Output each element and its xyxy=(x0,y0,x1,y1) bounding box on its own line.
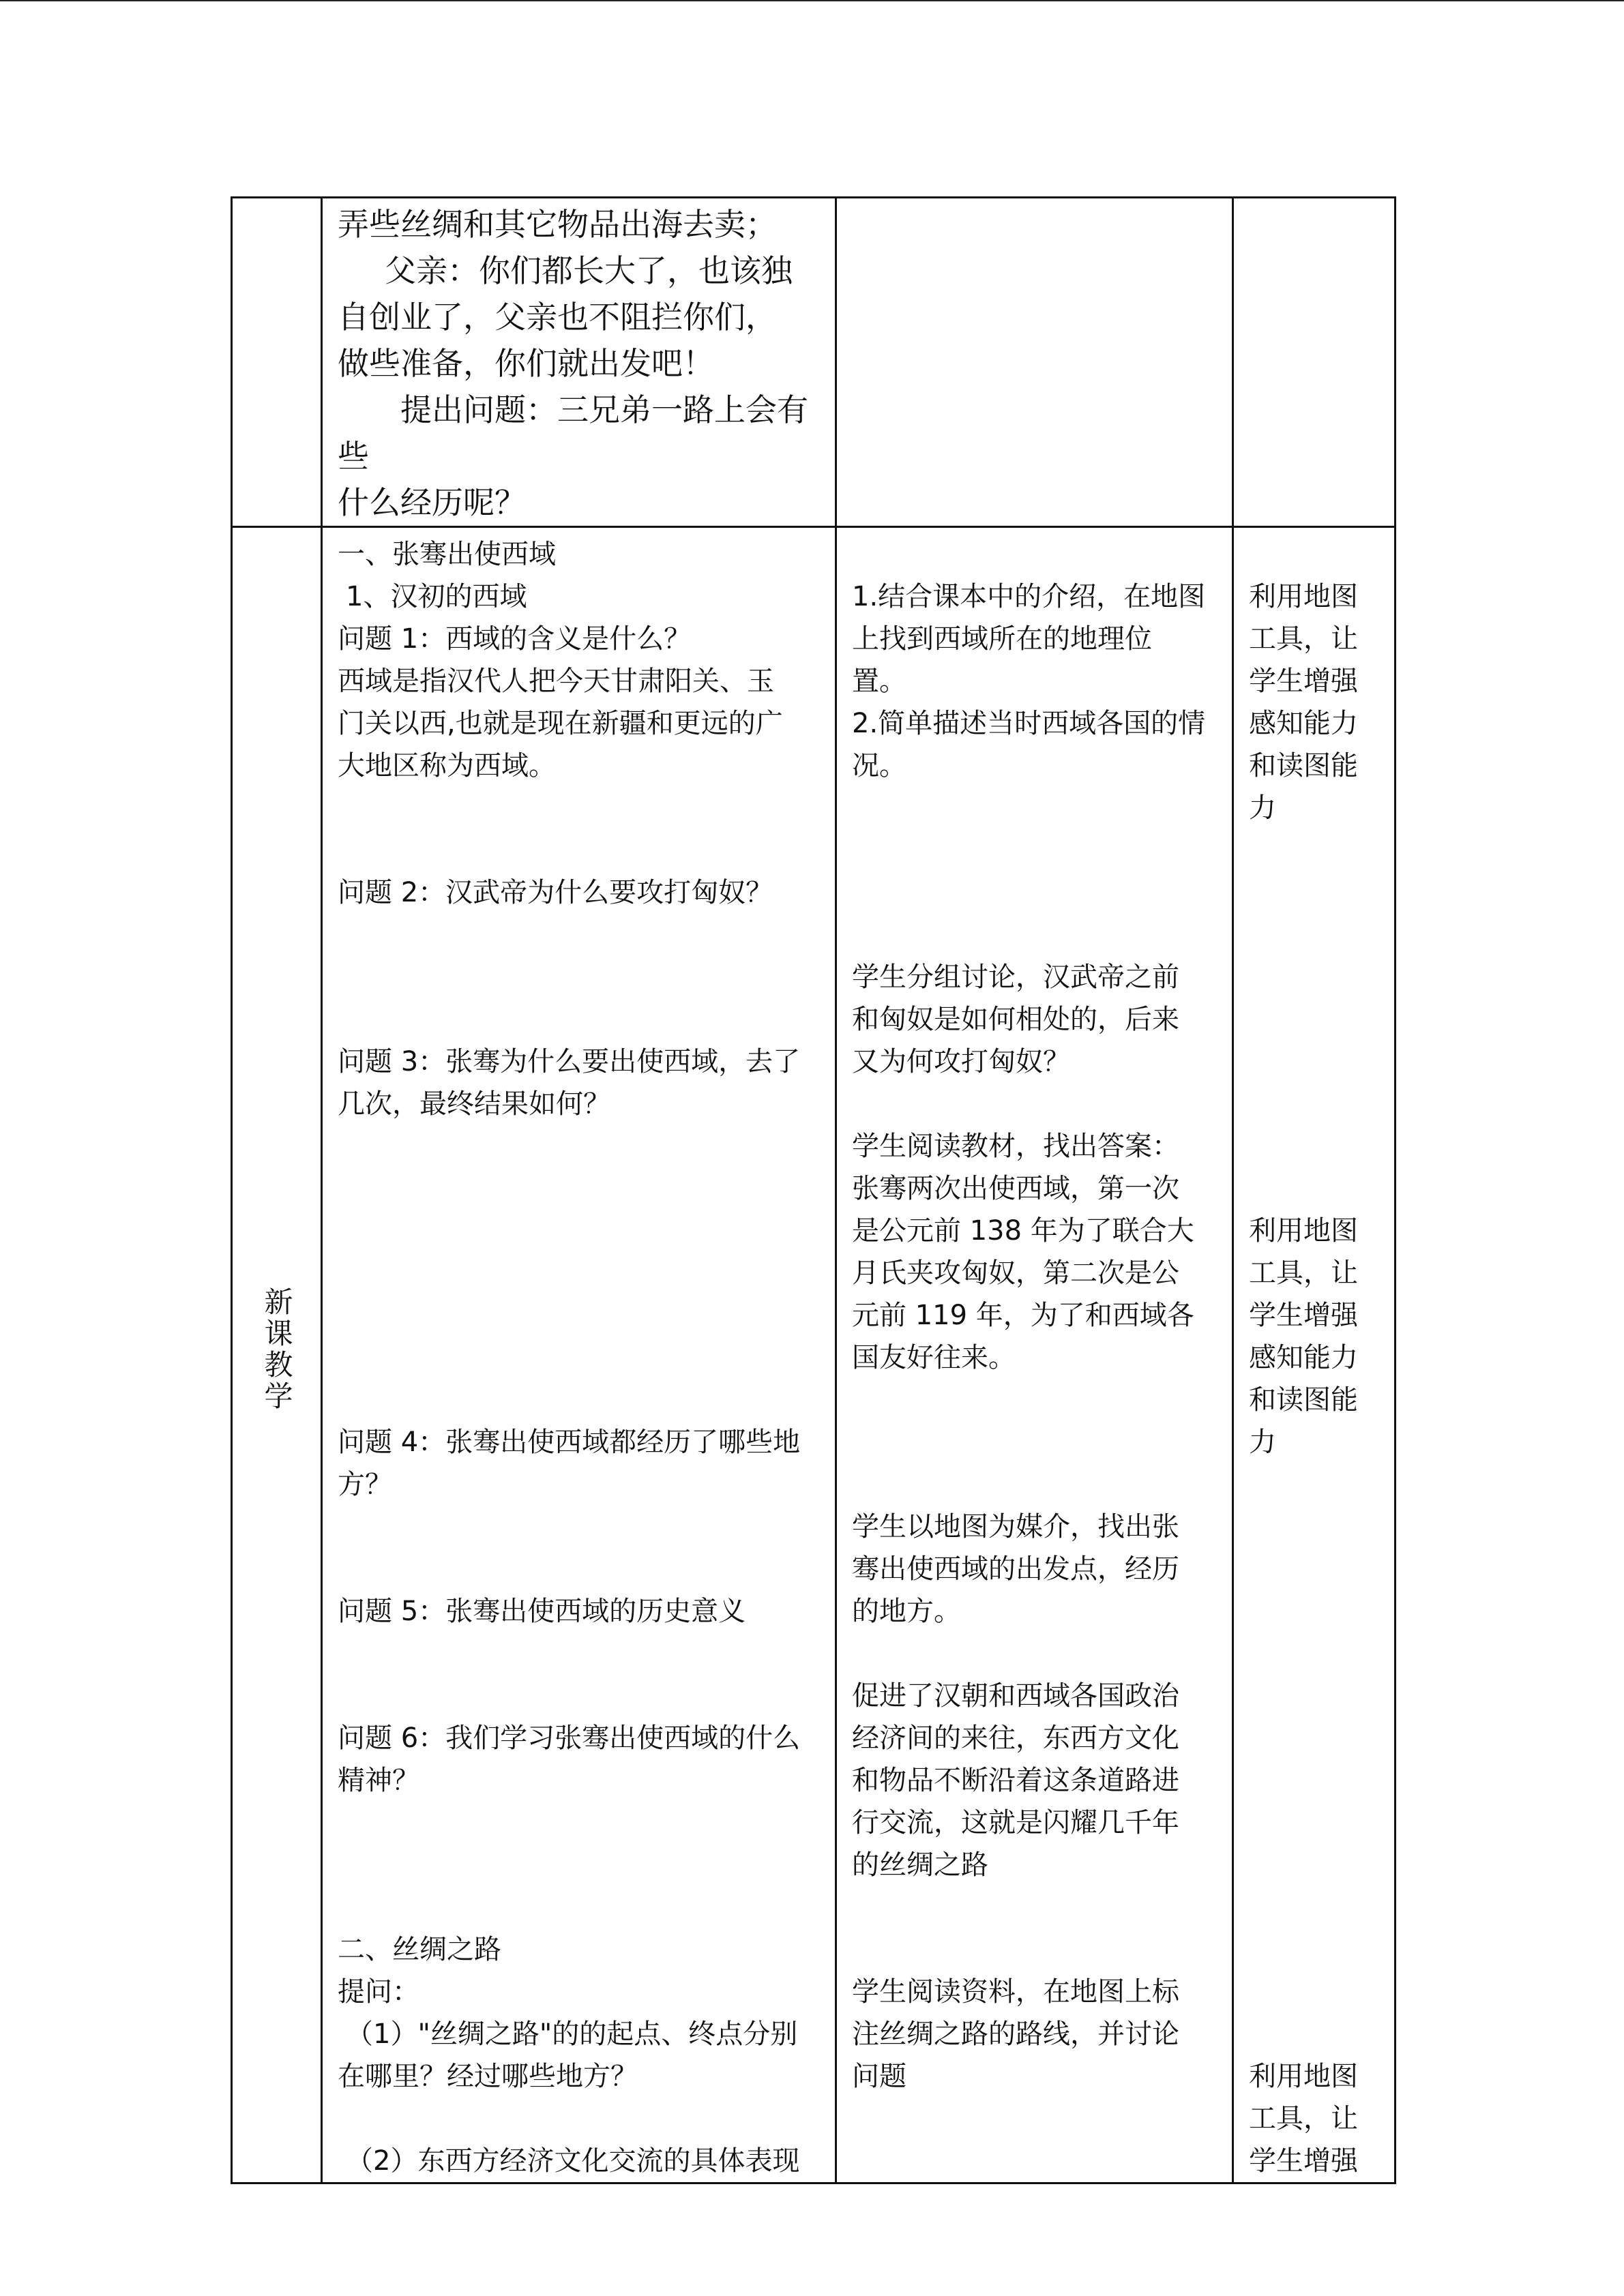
design-intent-line xyxy=(1249,1971,1385,2013)
student-activity-line xyxy=(852,1083,1222,1125)
teacher-activity-line: 1、汉初的西域 xyxy=(346,581,527,612)
stage-label: 新课教学 xyxy=(260,1286,294,1412)
intro-row xyxy=(232,198,1396,527)
page-top-border xyxy=(0,0,1624,1)
teacher-activity-line xyxy=(338,1252,825,1294)
student-activity-line: 学生阅读资料，在地图上标 xyxy=(852,1976,1179,2008)
teacher-activity-line xyxy=(338,787,825,829)
design-intent-line xyxy=(1249,1928,1385,1971)
intro-line: 什么经历呢？ xyxy=(338,484,526,521)
intro-teacher-cell xyxy=(322,198,836,527)
design-intent-line xyxy=(1249,1632,1385,1675)
teacher-activity-line: （2）东西方经济文化交流的具体表现 xyxy=(346,2145,800,2177)
teacher-activity-line: 二、丝绸之路 xyxy=(338,1934,501,1965)
design-intent-line: 利用地图 xyxy=(1249,1215,1358,1247)
design-intent-line: 和读图能 xyxy=(1249,1384,1358,1416)
teacher-activity-line: 提问： xyxy=(338,1976,419,2008)
teacher-activity-line xyxy=(338,956,825,998)
teacher-activity-line xyxy=(338,1294,825,1337)
design-intent-line xyxy=(1249,956,1385,998)
design-intent-line xyxy=(1249,1506,1385,1548)
teacher-activity-line: 几次，最终结果如何？ xyxy=(338,1088,610,1120)
design-intent-line: 学生增强 xyxy=(1249,1300,1358,1331)
design-intent-line: 工具，让 xyxy=(1249,623,1358,655)
student-activity-line xyxy=(852,829,1222,871)
design-intent-line xyxy=(1249,1041,1385,1083)
teacher-activity-line: （1）"丝绸之路"的的起点、终点分别 xyxy=(346,2018,798,2050)
teacher-activity-line xyxy=(338,2098,825,2140)
design-intent-line xyxy=(1249,1083,1385,1125)
student-activity-line: 上找到西域所在的地理位 xyxy=(852,623,1152,655)
student-activity-line: 元前 119 年，为了和西域各 xyxy=(852,1300,1194,1331)
main-row xyxy=(232,527,1396,2183)
design-intent-line xyxy=(1249,1675,1385,1717)
design-intent-line: 利用地图 xyxy=(1249,581,1358,612)
teacher-activity-line xyxy=(338,1886,825,1928)
teacher-activity-line xyxy=(338,998,825,1041)
intro-line: 自创业了，父亲也不阻拦你们， xyxy=(338,299,777,336)
design-intent-line: 感知能力 xyxy=(1249,1342,1358,1373)
teacher-activity-line: 大地区称为西域。 xyxy=(338,750,556,781)
student-activity-line: 2.简单描述当时西域各国的情 xyxy=(852,708,1206,739)
student-activity-line xyxy=(852,871,1222,914)
teacher-activity-line xyxy=(338,914,825,956)
student-activity-line: 学生以地图为媒介，找出张 xyxy=(852,1511,1179,1542)
teacher-activity-line: 问题 3：张骞为什么要出使西域，去了 xyxy=(338,1046,801,1077)
intro-intent-cell xyxy=(1233,198,1396,527)
design-intent-line: 学生增强 xyxy=(1249,666,1358,697)
student-activity-line: 又为何攻打匈奴？ xyxy=(852,1046,1070,1077)
teacher-activity-line: 问题 4：张骞出使西域都经历了哪些地 xyxy=(338,1427,801,1458)
teacher-activity-line xyxy=(338,829,825,871)
teacher-activity-line xyxy=(338,1675,825,1717)
student-activity-line: 经济间的来往，东西方文化 xyxy=(852,1723,1179,1754)
design-intent-line xyxy=(1249,1717,1385,1759)
student-activity-line xyxy=(852,533,1222,576)
design-intent-cell xyxy=(1233,527,1396,2183)
teacher-activity-line xyxy=(338,1548,825,1590)
student-activity-line: 置。 xyxy=(852,666,906,697)
design-intent-line xyxy=(1249,1167,1385,1210)
design-intent-line: 工具，让 xyxy=(1249,1257,1358,1289)
design-intent-line xyxy=(1249,1125,1385,1167)
design-intent-line xyxy=(1249,1759,1385,1802)
design-intent-line xyxy=(1249,998,1385,1041)
student-activity-line: 促进了汉朝和西域各国政治 xyxy=(852,1680,1179,1712)
student-activity-line xyxy=(852,787,1222,829)
student-activity-line xyxy=(852,914,1222,956)
design-intent-line xyxy=(1249,1463,1385,1506)
teacher-activity-line: 问题 6：我们学习张骞出使西域的什么 xyxy=(338,1723,801,1754)
student-activity-line xyxy=(852,1928,1222,1971)
design-intent-line xyxy=(1249,829,1385,871)
intro-line: 提出问题：三兄弟一路上会有些 xyxy=(338,391,808,475)
student-activity-cell xyxy=(836,527,1233,2183)
student-activity-line: 是公元前 138 年为了联合大 xyxy=(852,1215,1194,1247)
design-intent-line: 工具，让 xyxy=(1249,2103,1358,2134)
teacher-activity-line xyxy=(338,1506,825,1548)
teacher-activity-line: 问题 2：汉武帝为什么要攻打匈奴？ xyxy=(338,877,773,908)
teacher-activity-line: 一、张骞出使西域 xyxy=(338,539,556,570)
teacher-activity-line: 在哪里？经过哪些地方？ xyxy=(338,2061,638,2092)
design-intent-line xyxy=(1249,1844,1385,1886)
intro-student-cell xyxy=(836,198,1233,527)
design-intent-line xyxy=(1249,2013,1385,2055)
student-activity-line: 张骞两次出使西域，第一次 xyxy=(852,1173,1179,1204)
student-activity-line: 国友好往来。 xyxy=(852,1342,1016,1373)
student-activity-line: 问题 xyxy=(852,2061,906,2092)
design-intent-line: 力 xyxy=(1249,792,1276,824)
teacher-activity-line xyxy=(338,1337,825,1379)
teacher-activity-line xyxy=(338,1844,825,1886)
student-activity-line: 学生分组讨论，汉武帝之前 xyxy=(852,961,1179,993)
design-intent-line xyxy=(1249,1802,1385,1844)
design-intent-line xyxy=(1249,914,1385,956)
student-activity-line: 的地方。 xyxy=(852,1596,961,1627)
teacher-activity-line xyxy=(338,1167,825,1210)
student-activity-line: 和匈奴是如何相处的，后来 xyxy=(852,1004,1179,1035)
student-activity-line: 行交流，这就是闪耀几千年 xyxy=(852,1807,1179,1838)
teacher-activity-line: 方？ xyxy=(338,1469,392,1500)
design-intent-line xyxy=(1249,871,1385,914)
teacher-activity-line: 西域是指汉代人把今天甘肃阳关、玉 xyxy=(338,666,774,697)
student-activity-line: 月氏夹攻匈奴，第二次是公 xyxy=(852,1257,1179,1289)
design-intent-line xyxy=(1249,1590,1385,1632)
design-intent-line: 感知能力 xyxy=(1249,708,1358,739)
student-activity-line: 注丝绸之路的路线，并讨论 xyxy=(852,2018,1179,2050)
teacher-activity-line: 问题 1：西域的含义是什么？ xyxy=(338,623,692,655)
stage-label-cell xyxy=(232,527,322,2183)
design-intent-line xyxy=(1249,533,1385,576)
teacher-activity-line xyxy=(338,1802,825,1844)
teacher-activity-line xyxy=(338,1379,825,1421)
student-activity-line xyxy=(852,1632,1222,1675)
student-activity-line xyxy=(852,1421,1222,1463)
intro-line: 弄些丝绸和其它物品出海去卖； xyxy=(338,206,777,243)
design-intent-line: 力 xyxy=(1249,1427,1276,1458)
student-activity-line xyxy=(852,1463,1222,1506)
design-intent-line: 利用地图 xyxy=(1249,2061,1358,2092)
teacher-activity-line: 门关以西,也就是现在新疆和更远的广 xyxy=(338,708,783,739)
teacher-activity-line xyxy=(338,1210,825,1252)
design-intent-line: 学生增强 xyxy=(1249,2145,1358,2177)
design-intent-line xyxy=(1249,1886,1385,1928)
design-intent-line: 和读图能 xyxy=(1249,750,1358,781)
teacher-activity-cell xyxy=(322,527,836,2183)
student-activity-line: 学生阅读教材，找出答案： xyxy=(852,1131,1179,1162)
teacher-activity-line: 精神？ xyxy=(338,1765,419,1796)
student-activity-line: 况。 xyxy=(852,750,906,781)
student-activity-line: 骞出使西域的出发点，经历 xyxy=(852,1553,1179,1585)
student-activity-line: 的丝绸之路 xyxy=(852,1849,988,1881)
teacher-activity-line xyxy=(338,1632,825,1675)
teacher-activity-line: 问题 5：张骞出使西域的历史意义 xyxy=(338,1596,746,1627)
student-activity-line xyxy=(852,1379,1222,1421)
student-activity-line: 1.结合课本中的介绍，在地图 xyxy=(852,581,1206,612)
teacher-activity-line xyxy=(338,1125,825,1167)
student-activity-line: 和物品不断沿着这条道路进 xyxy=(852,1765,1179,1796)
intro-stage-cell xyxy=(232,198,322,527)
lesson-plan-table xyxy=(231,196,1396,2184)
student-activity-line xyxy=(852,1886,1222,1928)
intro-line: 父亲：你们都长大了，也该独 xyxy=(385,252,793,289)
intro-line: 做些准备，你们就出发吧！ xyxy=(338,345,714,382)
design-intent-line xyxy=(1249,1548,1385,1590)
